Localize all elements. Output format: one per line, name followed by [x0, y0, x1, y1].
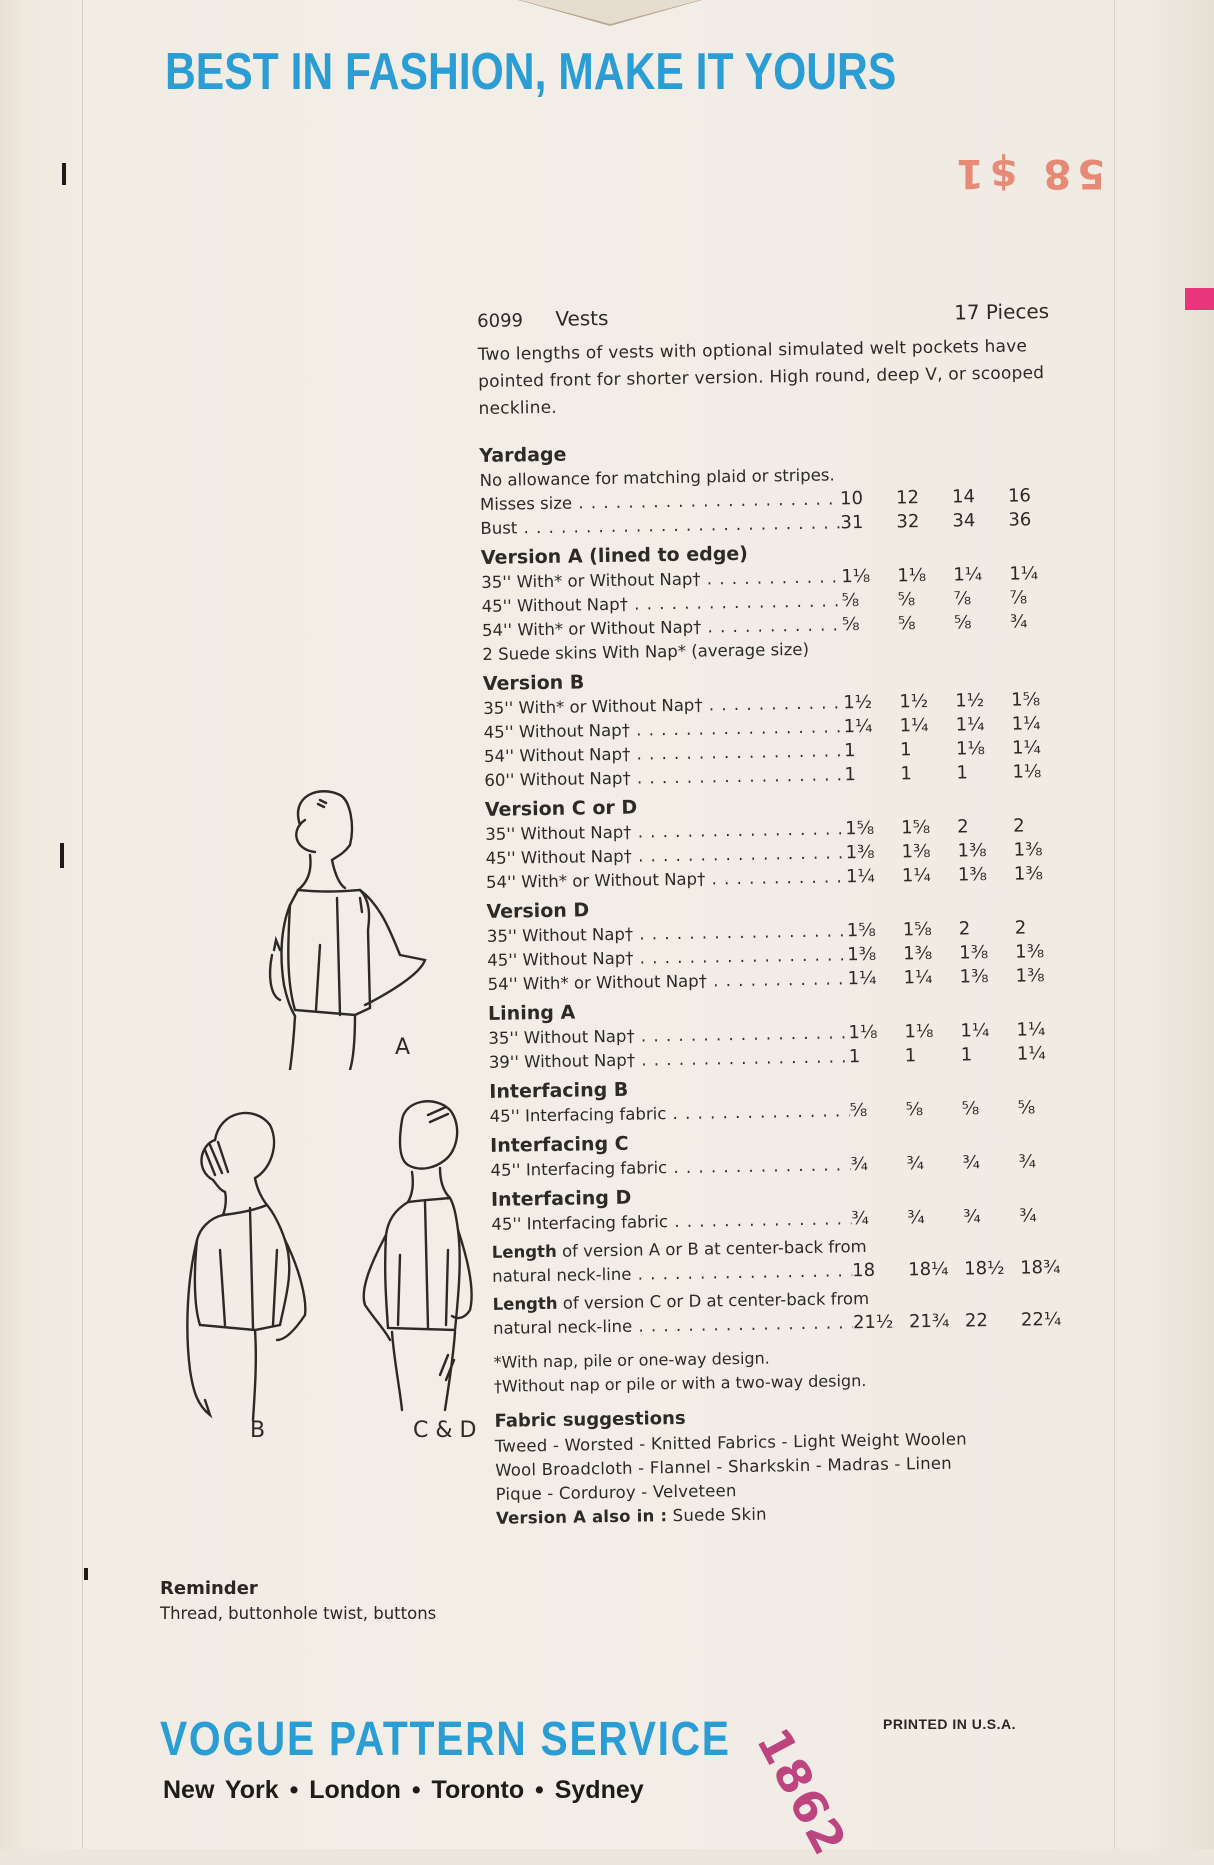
yardage-value: ⅞	[1009, 587, 1028, 609]
illustration-version-b	[185, 1100, 325, 1430]
yardage-value: 1⅜	[1015, 941, 1045, 963]
yardage-section	[481, 536, 1073, 667]
footnote-without-nap: †Without nap or pile or with a two-way design.	[493, 1371, 867, 1396]
length-value: 18¾	[1019, 1256, 1061, 1279]
footnotes	[493, 1342, 1084, 1399]
yardage-value: 1⅛	[848, 1021, 878, 1044]
yardage-value: 1⅜	[845, 841, 875, 864]
fold-line	[82, 0, 83, 1849]
fabric-width-label: 39'' Without Nap† . . .	[489, 1045, 849, 1075]
yardage-value: 1⅝	[845, 817, 875, 840]
yardage-value: 1	[956, 762, 968, 784]
yardage-value: 1⅝	[846, 919, 876, 942]
edge-mark	[84, 1568, 88, 1580]
section-title: Interfacing D	[490, 1186, 632, 1211]
yardage-value: 1¼	[1016, 1043, 1046, 1065]
fabric-width-label: 45'' Interfacing fabric . . .	[491, 1207, 851, 1237]
edge-mark	[60, 843, 64, 868]
fabric-width-label: 45'' Interfacing fabric . . .	[490, 1153, 850, 1183]
size-value: 10	[839, 487, 864, 510]
yardage-value: 1¼	[845, 865, 876, 888]
illustration-label-c-d: C & D	[413, 1418, 477, 1443]
length-value: 22¼	[1020, 1308, 1062, 1331]
length-label: natural neck-line . . .	[492, 1259, 852, 1289]
size-value: 16	[1007, 485, 1032, 507]
sizes-label: Misses size . . .	[480, 487, 840, 517]
yardage-value: 1½	[843, 691, 873, 714]
fabric-width-label: 35'' With* or Without Nap† . . .	[481, 565, 841, 595]
fabric-width-label: 35'' Without Nap† . . .	[488, 1021, 848, 1051]
fold-line	[1114, 0, 1115, 1849]
section-title: Version B	[482, 671, 585, 695]
yardage-value: ¾	[906, 1153, 925, 1175]
yardage-value: 1⅜	[957, 840, 987, 862]
yardage-value: ⅞	[953, 588, 972, 610]
length-bold: Length	[491, 1241, 557, 1262]
size-value: 14	[951, 486, 976, 508]
yardage-value: 1¼	[1009, 563, 1039, 585]
yardage-value: 1¼	[843, 715, 873, 738]
reminder-title: Reminder	[160, 1578, 258, 1599]
bust-value: 32	[896, 511, 920, 533]
section-title: Version A (lined to edge)	[480, 542, 749, 569]
fabric-width-label: 54'' With* or Without Nap† . . .	[482, 613, 842, 643]
bust-value: 36	[1008, 509, 1032, 531]
tagline: BEST IN FASHION, MAKE IT YOURS	[165, 43, 897, 101]
brand-name: VOGUE PATTERN SERVICE	[160, 1713, 731, 1766]
fabric-width-label: 54'' Without Nap† . . .	[484, 739, 844, 769]
yardage-value: ¾	[963, 1206, 981, 1228]
brand-cities: New York • London • Toronto • Sydney	[163, 1776, 644, 1804]
pattern-description: Two lengths of vests with optional simulated welt pockets have pointed front for shorter version. High round, deep V, or scooped neckline.	[477, 336, 1045, 419]
illustration-label-a: A	[395, 1035, 411, 1060]
yardage-value: ⅝	[961, 1098, 980, 1120]
bust-value: 34	[952, 510, 976, 532]
yardage-value: 1¼	[953, 564, 983, 586]
pattern-info	[477, 299, 1086, 1531]
fabric-width-label: 45'' Interfacing fabric . . .	[490, 1099, 850, 1129]
yardage-section	[489, 1070, 1080, 1129]
yardage-value: 1¼	[901, 864, 932, 887]
reminder	[160, 1576, 460, 1626]
fabric-width-label: 45'' Without Nap† . . .	[482, 589, 842, 619]
yardage-section	[490, 1124, 1081, 1183]
yardage-note: No allowance for matching plaid or stripes.	[479, 465, 835, 490]
yardage-value: ¾	[1018, 1151, 1037, 1173]
fabric-width-label: 45'' Without Nap† . . .	[485, 841, 845, 871]
fabric-title: Fabric suggestions	[494, 1407, 686, 1432]
bust-label: Bust . . .	[480, 511, 840, 541]
pink-marker-tab	[1185, 288, 1214, 310]
yardage-value: 1⅛	[955, 738, 986, 760]
length-value: 22	[964, 1310, 989, 1332]
yardage-value: 1½	[955, 690, 985, 712]
length-bold: Length	[492, 1293, 558, 1314]
yardage-value: 1	[900, 763, 912, 785]
yardage-section	[488, 992, 1079, 1075]
fabric-width-label: 60'' Without Nap† . . .	[484, 763, 844, 793]
yardage-value: 1	[844, 764, 856, 786]
yardage-value: 1¼	[903, 966, 933, 989]
yardage-value: 2	[1014, 917, 1027, 939]
fabric-width-label: 35'' Without Nap† . . .	[485, 817, 845, 847]
yardage-value: 1⅜	[847, 943, 877, 966]
yardage-value: 1	[848, 1046, 861, 1068]
edge-mark	[62, 163, 66, 185]
yardage-value: ⅝	[897, 613, 916, 635]
yardage-sections	[481, 536, 1082, 1237]
section-title: Version D	[486, 899, 590, 923]
yardage-value: 1⅜	[1013, 863, 1044, 885]
yardage-section	[483, 662, 1075, 793]
yardage-value: ⅝	[841, 614, 860, 636]
yardage-value: 1	[960, 1044, 973, 1066]
footnote-with-nap: *With nap, pile or one-way design.	[493, 1348, 770, 1372]
yardage-value: 1⅝	[901, 816, 931, 839]
fabric-width-label: 45'' Without Nap† . . .	[483, 715, 843, 745]
yardage-value: 1½	[899, 690, 929, 713]
yardage-value: ¾	[907, 1207, 925, 1229]
length-text: of version A or B at center-back from	[556, 1236, 867, 1261]
yardage-value: 1⅝	[1011, 689, 1041, 711]
illustration-label-b: B	[250, 1418, 266, 1443]
length-value: 18½	[963, 1257, 1005, 1280]
yardage-section	[485, 788, 1076, 895]
yardage-value: 1⅛	[841, 565, 871, 588]
fabric-line: Wool Broadcloth - Flannel - Sharkskin - Madras - Linen	[495, 1453, 952, 1480]
fabric-width-label: 35'' With* or Without Nap† . . .	[483, 691, 843, 721]
yardage-value: 1	[904, 1045, 917, 1067]
yardage-value: 1⅜	[959, 966, 989, 988]
yardage-value: ⅝	[849, 1099, 868, 1122]
section-note: 2 Suede skins With Nap* (average size)	[482, 639, 810, 664]
illustration-version-a	[250, 780, 440, 1070]
yardage-value: 1⅜	[1013, 839, 1043, 861]
fabric-also-value: Suede Skin	[667, 1504, 767, 1526]
yardage-title: Yardage	[479, 443, 567, 467]
yardage-value: 2	[958, 918, 971, 940]
number-stamp: 1862	[746, 1719, 858, 1865]
fabric-width-label: 35'' Without Nap† . . .	[487, 919, 847, 949]
fabric-suggestions	[494, 1400, 1086, 1531]
length-value: 21¾	[908, 1310, 950, 1333]
yardage-value: 1⅛	[904, 1020, 934, 1043]
yardage-value: 1⅜	[903, 942, 933, 965]
yardage-value: ⅝	[841, 590, 860, 612]
yardage-value: 1⅜	[901, 840, 931, 863]
pattern-name: Vests	[555, 305, 609, 331]
section-title: Interfacing C	[489, 1132, 629, 1157]
fabric-also-label: Version A also in :	[495, 1506, 668, 1528]
section-title: Version C or D	[484, 796, 638, 821]
yardage-value: 1	[899, 739, 912, 761]
yardage-value: 1	[843, 740, 856, 762]
section-title: Interfacing B	[489, 1078, 629, 1103]
price-stamp: 58 $1	[950, 150, 1106, 196]
illustration-version-c-d	[340, 1090, 490, 1420]
bust-value: 31	[840, 511, 864, 534]
yardage-value: 1⅜	[957, 864, 988, 886]
yardage-value: 1¼	[847, 967, 877, 990]
yardage-section	[486, 890, 1077, 997]
printed-in: PRINTED IN U.S.A.	[883, 1716, 1016, 1732]
yardage-value: 1¼	[1011, 713, 1041, 735]
yardage-value: 1¼	[899, 714, 929, 737]
yardage-value: ¾	[851, 1207, 869, 1230]
yardage-value: 2	[957, 816, 969, 838]
fabric-width-label: 54'' With* or Without Nap† . . .	[487, 967, 847, 997]
fabric-width-label: 45'' Without Nap† . . .	[487, 943, 847, 973]
length-label: natural neck-line . . .	[493, 1311, 853, 1341]
yardage-value: 1⅜	[959, 942, 989, 964]
fabric-line: Pique - Corduroy - Velveteen	[495, 1481, 737, 1504]
envelope-flap	[520, 0, 700, 24]
yardage-value: 1¼	[1016, 1019, 1046, 1041]
yardage-value: 1¼	[1011, 737, 1042, 759]
yardage-value: ¾	[1019, 1205, 1037, 1227]
length-section	[492, 1232, 1083, 1341]
yardage-value: 1¼	[955, 714, 985, 736]
yardage-value: 1⅛	[1012, 761, 1042, 783]
yardage-value: 1¼	[960, 1020, 990, 1042]
yardage-value: 1⅝	[902, 918, 932, 941]
fabric-line: Tweed - Worsted - Knitted Fabrics - Light Weight Woolen	[494, 1429, 968, 1456]
yardage-value: ⅝	[953, 612, 972, 634]
yardage-section	[491, 1178, 1082, 1237]
yardage-value: ¾	[962, 1152, 981, 1174]
yardage-value: ⅝	[905, 1099, 924, 1121]
yardage-value: ¾	[1009, 611, 1028, 633]
yardage-value: 1⅛	[897, 564, 927, 587]
fabric-width-label: 54'' With* or Without Nap† . . .	[486, 865, 846, 895]
yardage-value: ⅝	[897, 589, 916, 611]
pattern-pieces: 17 Pieces	[953, 299, 1050, 325]
length-value: 18¼	[907, 1258, 949, 1281]
yardage-value: ⅝	[1017, 1097, 1036, 1119]
size-value: 12	[895, 487, 920, 509]
reminder-body: Thread, buttonhole twist, buttons	[160, 1604, 437, 1623]
yardage-value: 2	[1013, 815, 1025, 837]
length-value: 18	[852, 1259, 876, 1282]
length-value: 21½	[852, 1311, 894, 1334]
pattern-number: 6099	[477, 310, 524, 332]
length-text: of version C or D at center-back from	[557, 1288, 870, 1313]
section-title: Lining A	[487, 1001, 576, 1025]
yardage-value: ¾	[850, 1153, 869, 1176]
yardage-value: 1⅜	[1015, 965, 1045, 987]
